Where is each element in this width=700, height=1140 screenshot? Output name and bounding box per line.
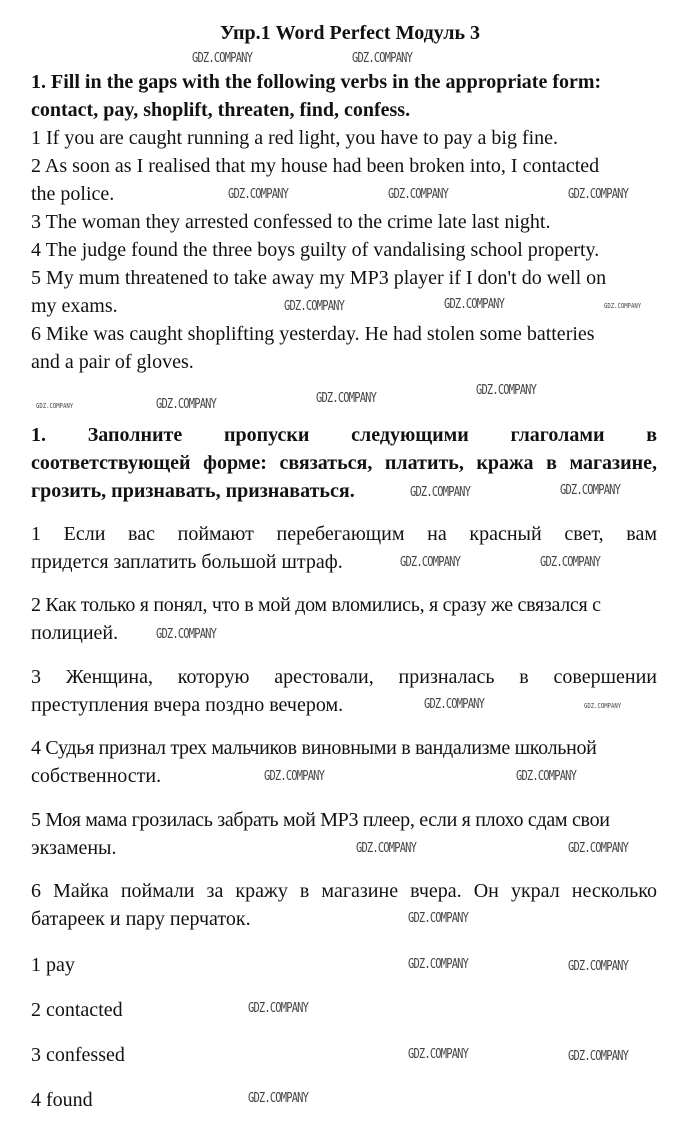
russian-task-heading: 1. Заполните пропуски следующими глаголами в <box>31 424 657 446</box>
watermark: GDZ.COMPANY <box>444 297 505 312</box>
russian-line: 1 Если вас поймают перебегающим на красный свет, вам <box>31 523 657 545</box>
answer-item: 3 confessed <box>31 1044 125 1066</box>
watermark: GDZ.COMPANY <box>284 299 345 314</box>
watermark: GDZ.COMPANY <box>264 769 325 784</box>
english-line: 4 The judge found the three boys guilty of vandalising school property. <box>31 239 600 261</box>
russian-line: придется заплатить большой штраф. <box>31 551 343 573</box>
watermark: GDZ.COMPANY <box>568 187 629 202</box>
english-line: the police. <box>31 183 115 205</box>
russian-line: 6 Майка поймали за кражу в магазине вчера. Он украл несколько <box>31 880 657 902</box>
watermark: GDZ.COMPANY <box>540 555 601 570</box>
russian-line: батареек и пару перчаток. <box>31 908 251 930</box>
watermark: GDZ.COMPANY <box>568 1049 629 1064</box>
answer-item: 1 pay <box>31 954 75 976</box>
answer-item: 2 contacted <box>31 999 123 1021</box>
russian-line: преступления вчера поздно вечером. <box>31 694 344 716</box>
watermark: GDZ.COMPANY <box>356 841 417 856</box>
russian-line: 2 Как только я понял, что в мой дом вломились, я сразу же связался с <box>31 594 601 616</box>
watermark: GDZ.COMPANY <box>516 769 577 784</box>
english-line: 6 Mike was caught shoplifting yesterday. He had stolen some batteries <box>31 323 595 345</box>
russian-line: 3 Женщина, которую арестовали, призналась в совершении <box>31 666 657 688</box>
russian-line: собственности. <box>31 765 162 787</box>
watermark: GDZ.COMPANY <box>36 402 74 410</box>
watermark: GDZ.COMPANY <box>410 485 471 500</box>
watermark: GDZ.COMPANY <box>476 383 537 398</box>
watermark: GDZ.COMPANY <box>424 697 485 712</box>
russian-line: экзамены. <box>31 837 117 859</box>
watermark: GDZ.COMPANY <box>156 627 217 642</box>
watermark: GDZ.COMPANY <box>560 483 621 498</box>
watermark: GDZ.COMPANY <box>568 841 629 856</box>
watermark: GDZ.COMPANY <box>228 187 289 202</box>
watermark: GDZ.COMPANY <box>352 51 413 66</box>
watermark: GDZ.COMPANY <box>604 302 642 310</box>
page-title: Упр.1 Word Perfect Модуль 3 <box>219 22 481 44</box>
watermark: GDZ.COMPANY <box>568 959 629 974</box>
watermark: GDZ.COMPANY <box>248 1091 309 1106</box>
english-task-verbs: contact, pay, shoplift, threaten, find, confess. <box>31 99 411 121</box>
watermark: GDZ.COMPANY <box>400 555 461 570</box>
english-line: 5 My mum threatened to take away my MP3 player if I don't do well on <box>31 267 607 289</box>
english-line: 2 As soon as I realised that my house had been broken into, I contacted <box>31 155 600 177</box>
english-line: and a pair of gloves. <box>31 351 194 373</box>
watermark: GDZ.COMPANY <box>156 397 217 412</box>
watermark: GDZ.COMPANY <box>408 957 469 972</box>
watermark: GDZ.COMPANY <box>192 51 253 66</box>
russian-line: 5 Моя мама грозилась забрать мой MP3 плеер, если я плохо сдам свои <box>31 809 610 831</box>
russian-task-verbs: соответствующей форме: связаться, платить, кража в магазине, <box>31 452 657 474</box>
english-line: 1 If you are caught running a red light, you have to pay a big fine. <box>31 127 559 149</box>
russian-line: 4 Судья признал трех мальчиков виновными в вандализме школьной <box>31 737 597 759</box>
watermark: GDZ.COMPANY <box>408 911 469 926</box>
watermark: GDZ.COMPANY <box>248 1001 309 1016</box>
answer-item: 4 found <box>31 1089 93 1111</box>
english-line: 3 The woman they arrested confessed to the crime late last night. <box>31 211 551 233</box>
english-task-heading: 1. Fill in the gaps with the following verbs in the appropriate form: <box>31 71 602 93</box>
russian-line: полицией. <box>31 622 119 644</box>
watermark: GDZ.COMPANY <box>316 391 377 406</box>
watermark: GDZ.COMPANY <box>388 187 449 202</box>
watermark: GDZ.COMPANY <box>584 702 622 710</box>
watermark: GDZ.COMPANY <box>408 1047 469 1062</box>
english-line: my exams. <box>31 295 118 317</box>
russian-task-verbs: грозить, признавать, признаваться. <box>31 480 355 502</box>
